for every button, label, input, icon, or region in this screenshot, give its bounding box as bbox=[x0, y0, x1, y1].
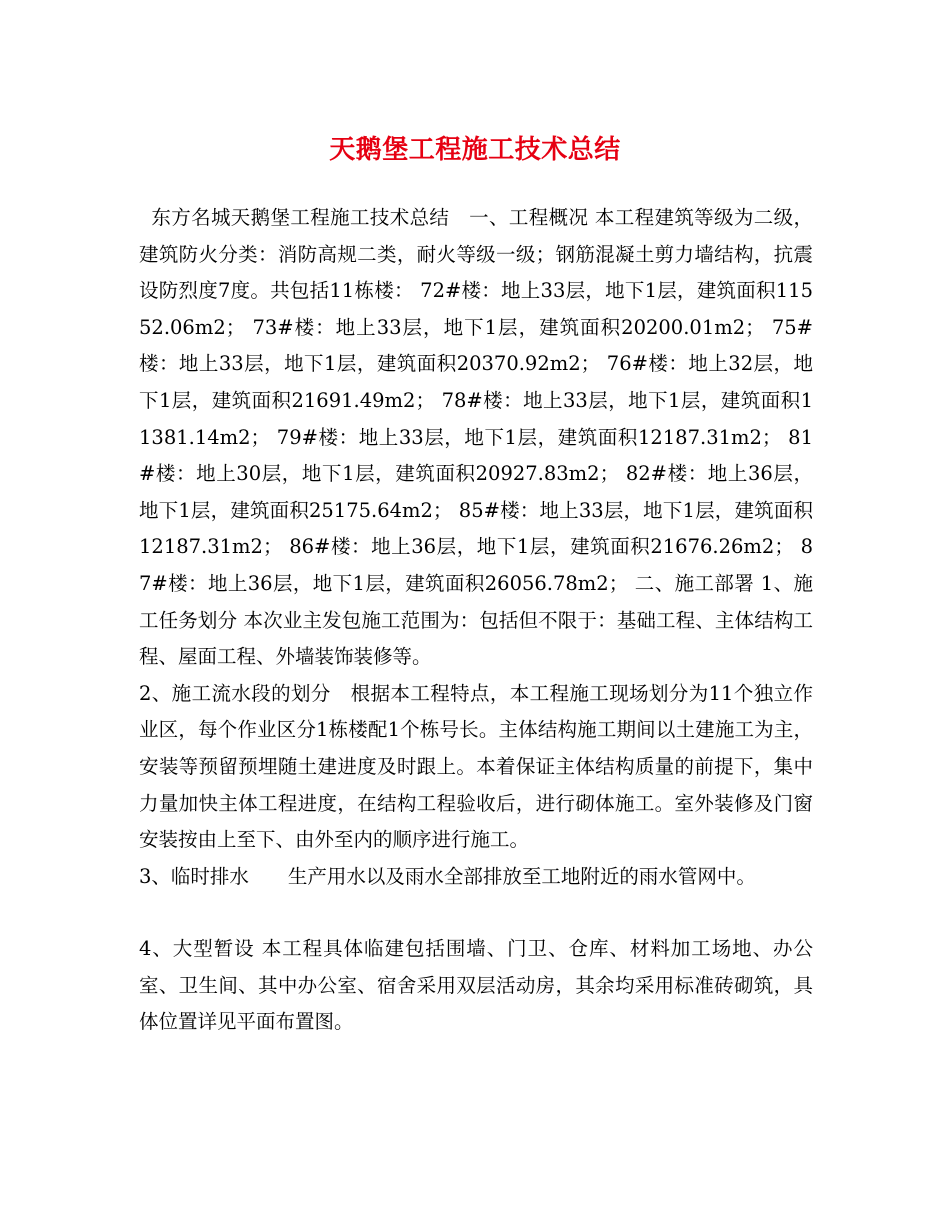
paragraph-flow-sections: 2、施工流水段的划分 根据本工程特点，本工程施工现场划分为11个独立作业区，每个作业区分1栋楼配1个栋号长。主体结构施工期间以土建施工为主，安装等预留预埋随土建进度及时跟上。本着保证主体结构质量的前提下，集中力量加快主体工程进度，在结构工程验收后，进行砌体施工。室外装修及门窗安装按由上至下、由外至内的顺序进行施工。 bbox=[139, 681, 813, 852]
document-body bbox=[139, 200, 813, 1041]
paragraph-overview bbox=[139, 200, 813, 676]
paragraph-temporary-facilities: 4、大型暂设 本工程具体临建包括围墙、门卫、仓库、材料加工场地、办公室、卫生间、其中办公室、宿舍采用双层活动房，其余均采用标准砖砌筑，具体位置详见平面布置图。 bbox=[139, 937, 813, 1034]
document-title: 天鹅堡工程施工技术总结 bbox=[329, 135, 621, 165]
paragraph-text: 东方名城天鹅堡工程施工技术总结 一、工程概况 本工程建筑等级为二级，建筑防火分类：消防高规二类，耐火等级一级；钢筋混凝土剪力墙结构，抗震设防烈度7度。共包括11栋楼： 72#楼：地上33层，地下1层，建筑面积11552.06m2； 73#楼：地上33层，地下1层，建筑面积20200.01m2； 75#楼：地上33层，地下1层，建筑面积20370.92m2； 76#楼：地上32层，地下1层，建筑面积21691.49m2； 78#楼：地上33层，地下1层，建筑面积11381.14m2； 79#楼：地上33层，地下1层，建筑面积12187.31m2； 81#楼：地上30层，地下1层，建筑面积20927.83m2； 82#楼：地上36层，地下1层，建筑面积25175.64m2； 85#楼：地上33层，地下1层，建筑面积12187.31m2； 86#楼：地上36层，地下1层，建筑面积21676.26m2； 87#楼：地上36层，地下1层，建筑面积26056.78m2； 二、施工部署 1、施工任务划分 本次业主发包施工范围为：包括但不限于：基础工程、主体结构工程、屋面工程、外墙装饰装修等。 bbox=[139, 206, 813, 669]
paragraph-drainage: 3、临时排水 生产用水以及雨水全部排放至工地附近的雨水管网中。 bbox=[139, 864, 756, 888]
